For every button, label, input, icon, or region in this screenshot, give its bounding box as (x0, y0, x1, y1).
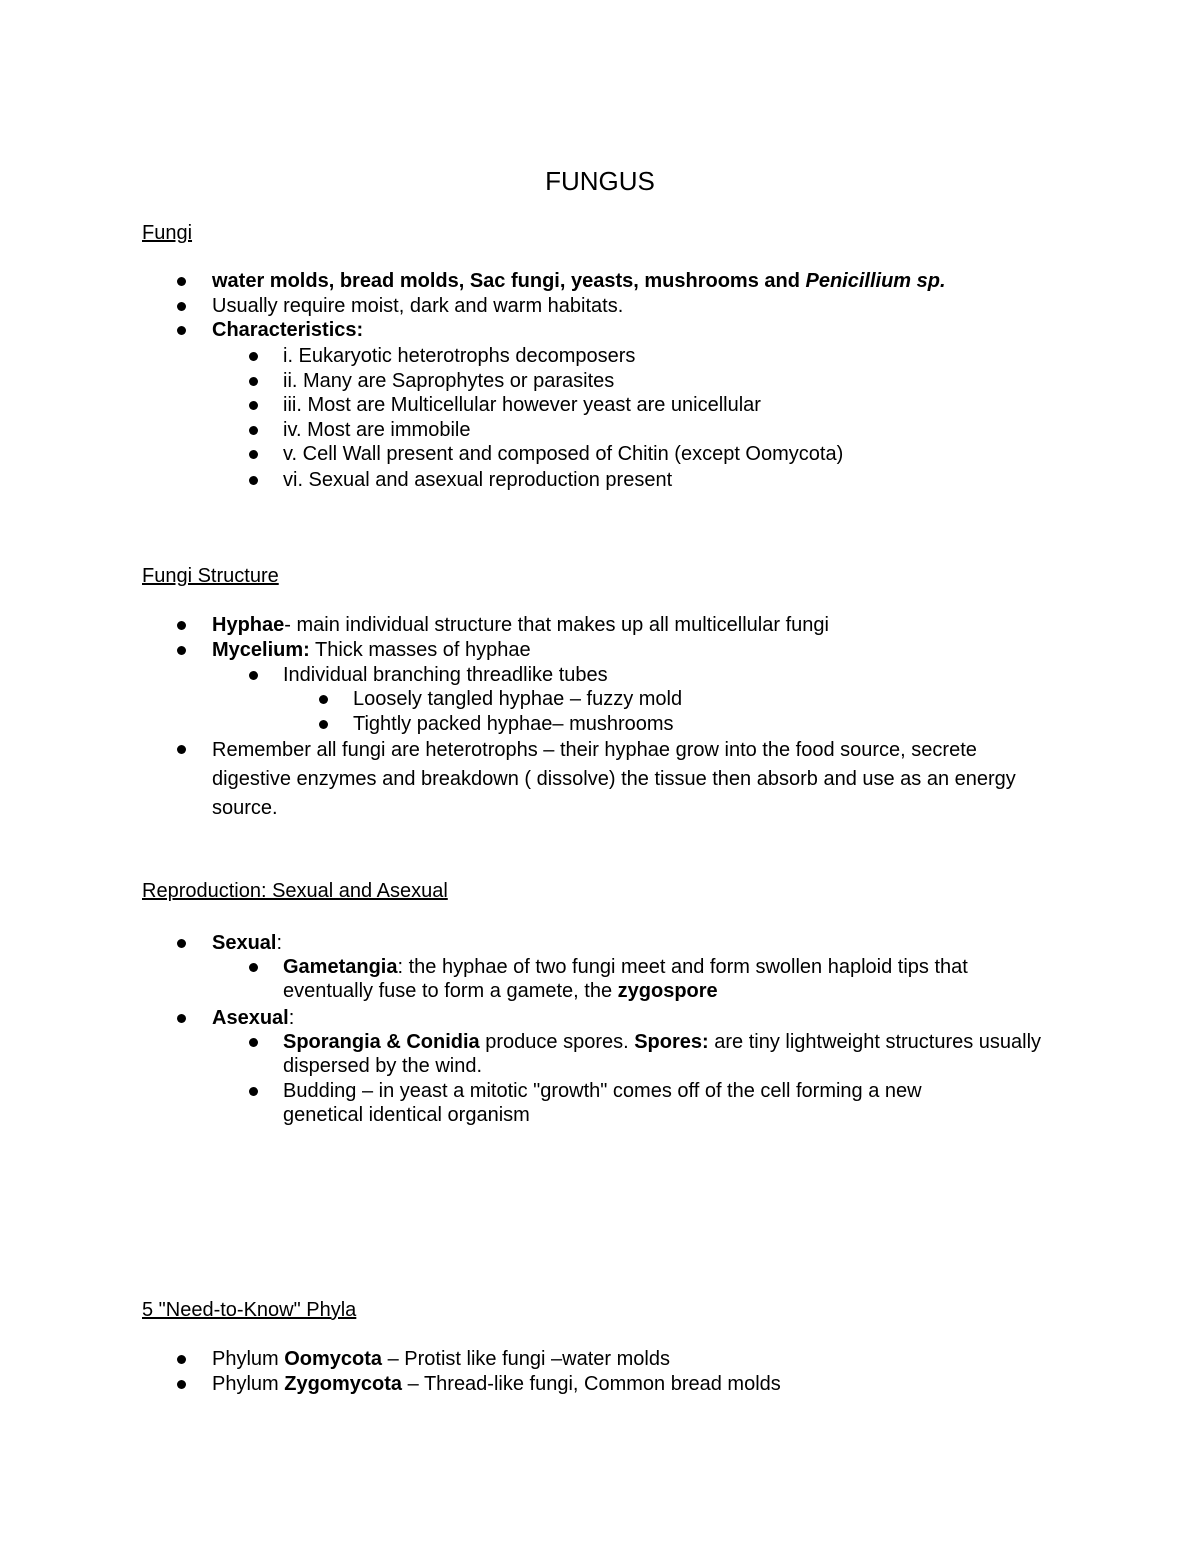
bullet (177, 745, 186, 754)
list-item: Budding – in yeast a mitotic "growth" comes off of the cell forming a new genetical identical organism (283, 1080, 922, 1126)
bullet (249, 450, 258, 459)
bullet (177, 326, 186, 335)
bullet (177, 621, 186, 630)
list-item: iii. Most are Multicellular however yeast are unicellular (283, 394, 761, 416)
list-item: water molds, bread molds, Sac fungi, yeasts, mushrooms and Penicillium sp. (212, 270, 946, 292)
list-item: ii. Many are Saprophytes or parasites (283, 370, 615, 392)
list-item: Gametangia: the hyphae of two fungi meet and form swollen haploid tips that eventually fuse to form a gamete, the zygospore (283, 956, 968, 1002)
list-item: Loosely tangled hyphae – fuzzy mold (353, 688, 683, 710)
list-item: Sexual: (212, 932, 283, 954)
bullet (319, 720, 328, 729)
list-item: Asexual: (212, 1007, 295, 1029)
bullet (249, 426, 258, 435)
list-item: vi. Sexual and asexual reproduction present (283, 469, 673, 491)
list-item: Phylum Oomycota – Protist like fungi –water molds (212, 1348, 670, 1370)
bullet (177, 277, 186, 286)
bullet (249, 671, 258, 680)
bullet (319, 695, 328, 704)
list-item: Usually require moist, dark and warm habitats. (212, 295, 624, 317)
section-heading-fungi: Fungi (142, 222, 193, 244)
bullet (249, 377, 258, 386)
bullet (249, 1038, 258, 1047)
bullet (249, 352, 258, 361)
list-item: Individual branching threadlike tubes (283, 664, 608, 686)
section-heading-phyla: 5 "Need-to-Know" Phyla (142, 1299, 357, 1321)
list-item: Remember all fungi are heterotrophs – their hyphae grow into the food source, secrete digestive enzymes and breakdown ( dissolve) the tissue then absorb and use as an energy source. (212, 739, 1016, 819)
bullet (249, 401, 258, 410)
list-item: Phylum Zygomycota – Thread-like fungi, Common bread molds (212, 1373, 781, 1395)
list-item: v. Cell Wall present and composed of Chitin (except Oomycota) (283, 443, 844, 465)
bullet (177, 939, 186, 948)
list-item: i. Eukaryotic heterotrophs decomposers (283, 345, 636, 367)
bullet (177, 302, 186, 311)
bullet (177, 1380, 186, 1389)
list-item: Mycelium: Thick masses of hyphae (212, 639, 531, 661)
section-heading-structure: Fungi Structure (142, 565, 279, 587)
list-item: Sporangia & Conidia produce spores. Spores: are tiny lightweight structures usually dispersed by the wind. (283, 1031, 1042, 1077)
list-item: iv. Most are immobile (283, 419, 471, 441)
bullet (249, 963, 258, 972)
list-item: Hyphae- main individual structure that makes up all multicellular fungi (212, 614, 829, 636)
bullet (249, 1087, 258, 1096)
bullet (177, 1355, 186, 1364)
list-item: Characteristics: (212, 319, 364, 341)
bullet (249, 476, 258, 485)
page-title: FUNGUS (545, 166, 655, 196)
bullet (177, 646, 186, 655)
list-item: Tightly packed hyphae– mushrooms (353, 713, 674, 735)
section-heading-reproduction: Reproduction: Sexual and Asexual (142, 880, 448, 902)
bullet (177, 1014, 186, 1023)
